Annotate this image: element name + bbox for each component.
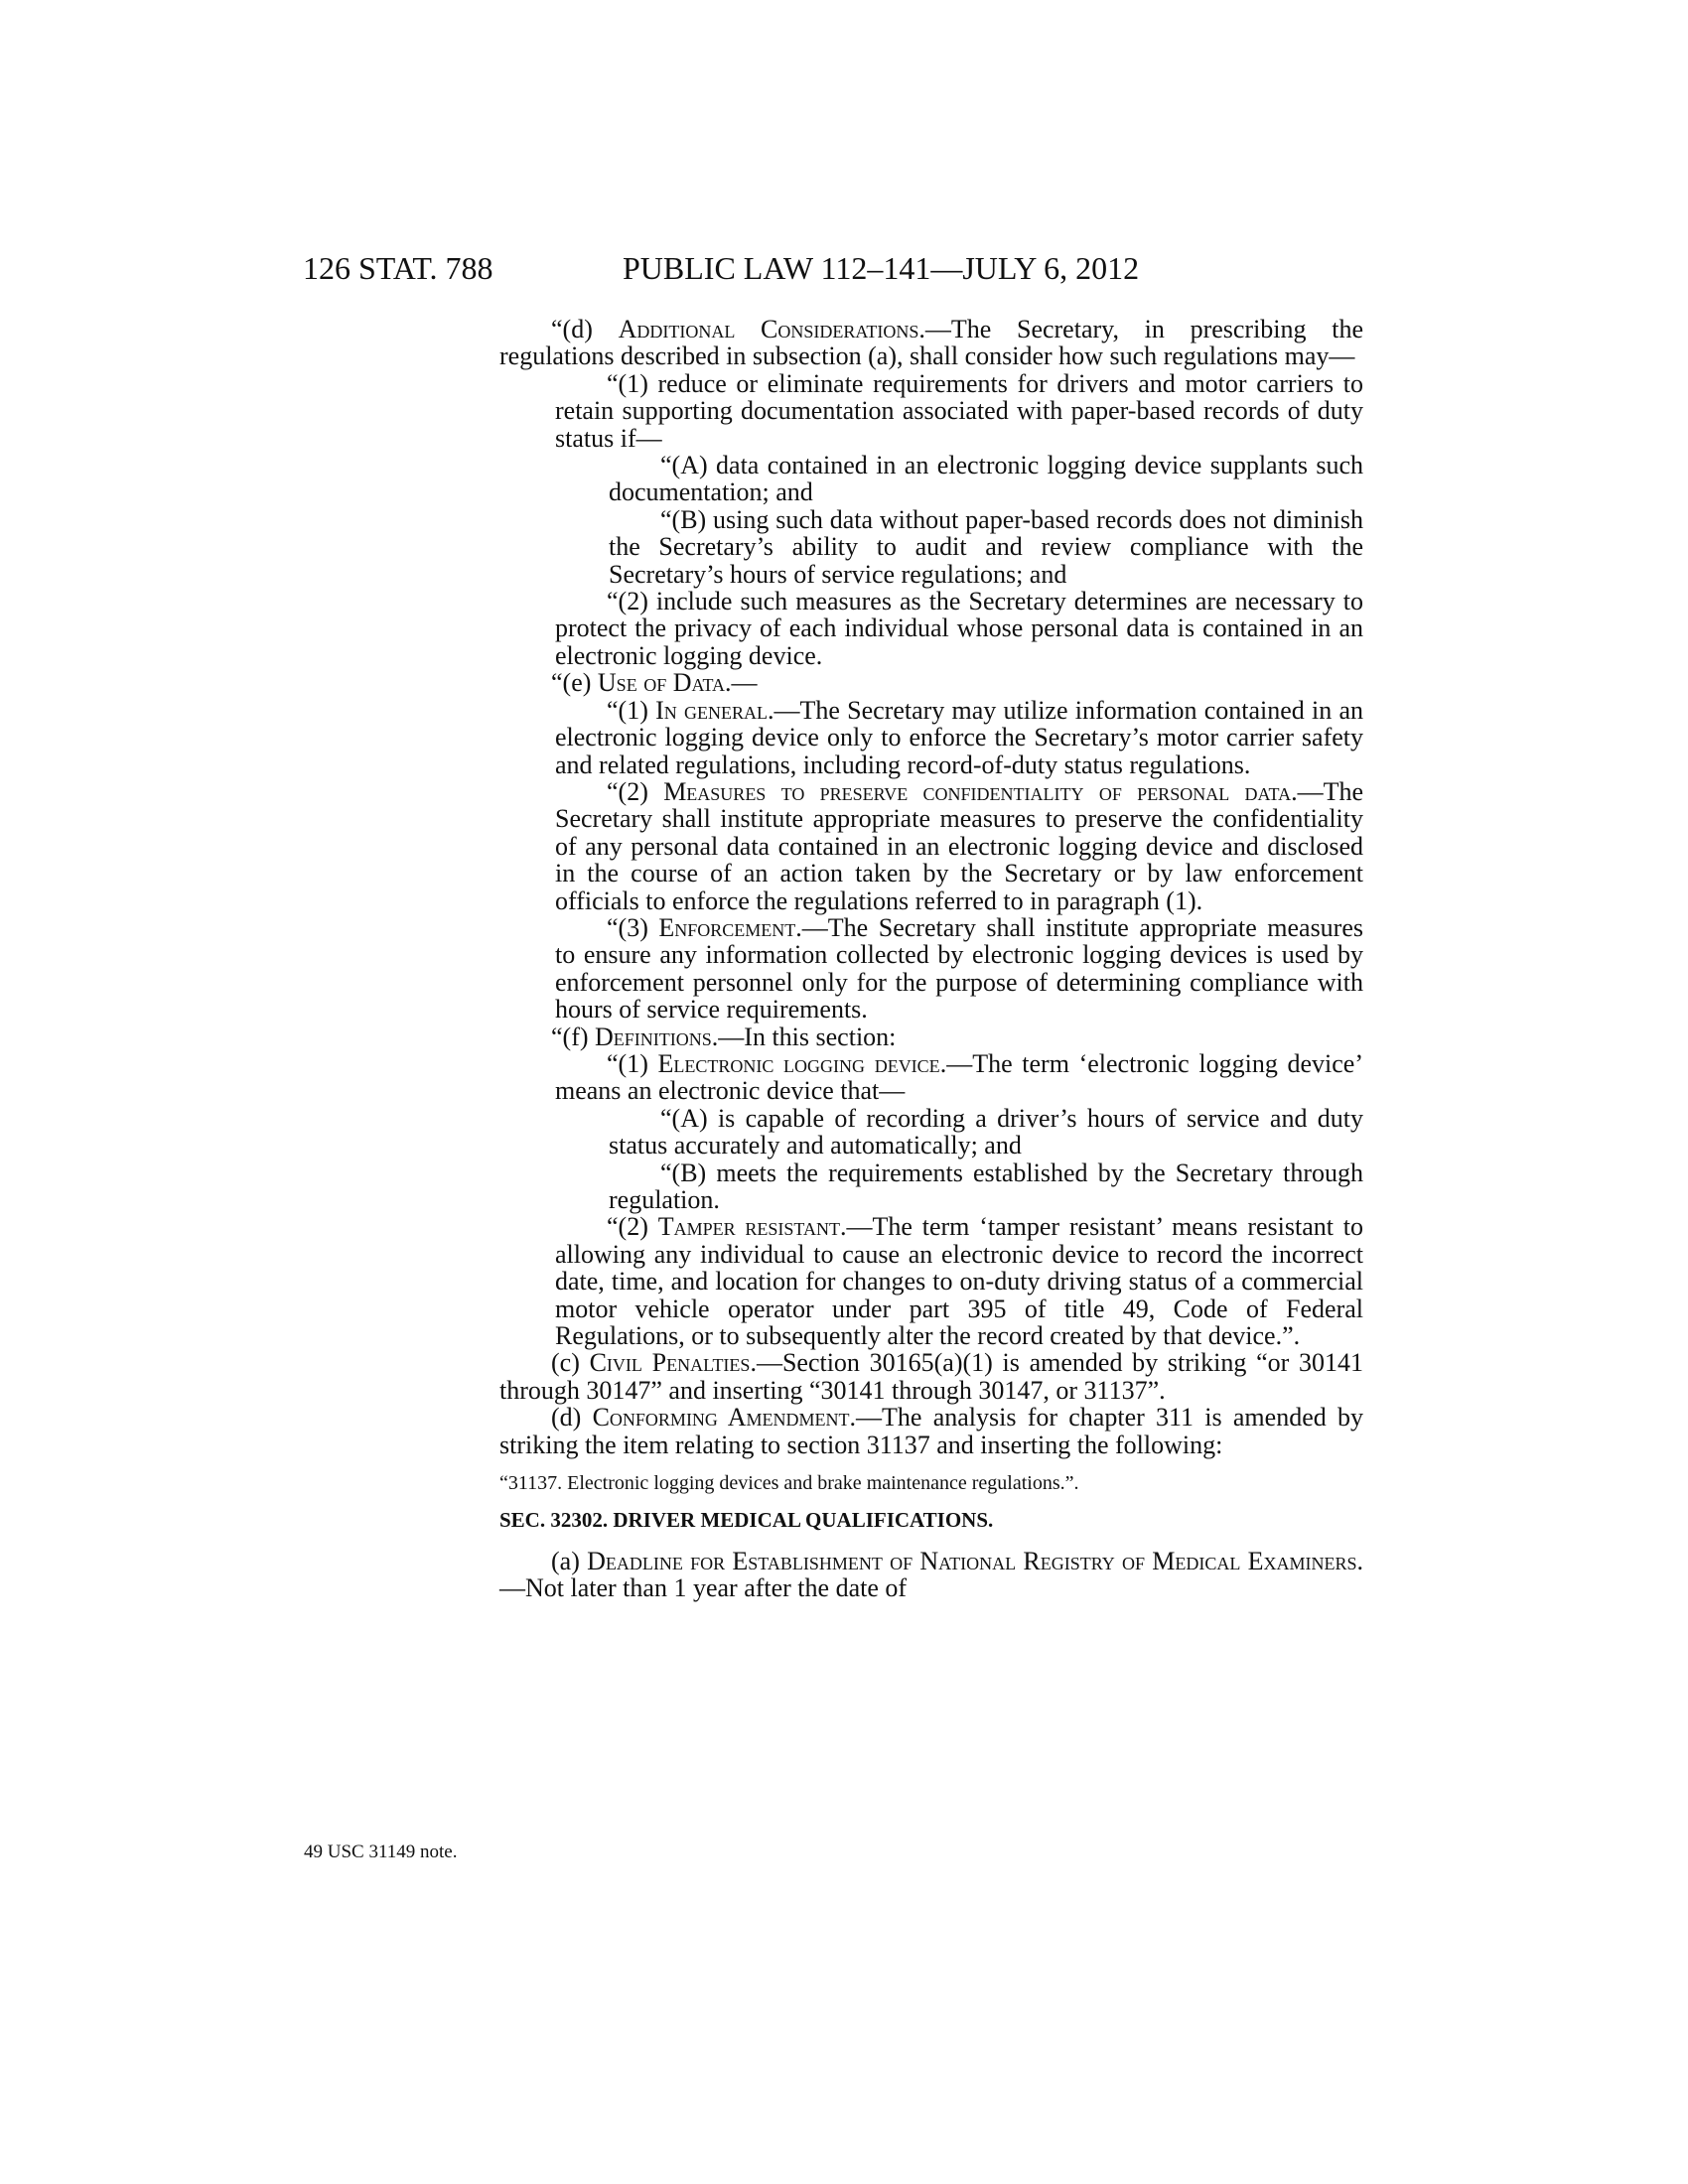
subsection-f (499, 1024, 1363, 1050)
subsection-c-text: .—Section 30165(a)(1) is amended by striking “or 30141 through 30147” and inserting “30141 through 30147, or 31137”. (499, 1348, 1363, 1405)
subsection-a-heading: Deadline for Establishment of National Registry of Medical Examiners (587, 1547, 1357, 1576)
section-heading: SEC. 32302. DRIVER MEDICAL QUALIFICATIONS. (499, 1508, 994, 1533)
margin-note-usc-citation: 49 USC 31149 note. (304, 1842, 458, 1862)
subsection-d (499, 316, 1363, 370)
subsection-a-text: .—Not later than 1 year after the date of (499, 1547, 1364, 1603)
subsection-f-paragraph-1 (499, 1050, 1363, 1105)
subsection-e-p1-open: “(1) (607, 695, 656, 725)
subsection-d-conforming-amendment (499, 1404, 1363, 1458)
subsection-a-open: (a) (551, 1547, 588, 1576)
subsection-d-subparagraph-b: “(B) using such data without paper-based records does not diminish the Secretary’s ability to audit and review compliance with the Secretary’s hours of service regulations; and (609, 504, 1363, 589)
subsection-e-paragraph-3 (499, 914, 1363, 1024)
subsection-e-paragraph-1 (499, 697, 1363, 778)
subsection-e-heading: Use of Data (597, 668, 726, 698)
subsection-e-p3-open: “(3) (607, 912, 659, 942)
subsection-f-p2-heading: Tamper resistant (657, 1212, 840, 1242)
subsection-d-subparagraph-a: “(A) data contained in an electronic logging device supplants such documentation; and (609, 451, 1363, 507)
subsection-d-paragraph-2: “(2) include such measures as the Secretary determines are necessary to protect the privacy of each individual whose personal data is contained in an electronic logging device. (555, 587, 1363, 670)
subsection-f-subparagraph-a: “(A) is capable of recording a driver’s hours of service and duty status accurately and automatically; and (609, 1103, 1363, 1160)
conforming-open: (d) (551, 1403, 593, 1433)
subsection-e-p3-text: .—The Secretary shall institute appropriate measures to ensure any information collected by electronic logging devices is used by enforcement personnel only for the purpose of determining compliance with hours of service requirements. (555, 912, 1363, 1024)
subsection-c-open: (c) (551, 1348, 590, 1378)
subsection-e (499, 669, 1363, 696)
subsection-e-paragraph-2 (499, 778, 1363, 914)
subsection-c-heading: Civil Penalties (589, 1348, 751, 1378)
subsection-e-p2-open: “(2) (607, 776, 664, 806)
page-header (0, 250, 1688, 290)
subsection-f-p2-open: “(2) (607, 1212, 658, 1242)
subsection-e-p2-text: .—The Secretary shall institute appropriate measures to preserve the confidentiality of any personal data contained in an electronic logging device and disclosed in the course of an action taken by the Secretary or by law enforcement officials to enforce the regulations referred to in paragraph (1). (555, 776, 1363, 915)
table-of-sections-entry: “31137. Electronic logging devices and brake maintenance regulations.”. (499, 1472, 1079, 1495)
subsection-f-p2-text: .—The term ‘tamper resistant’ means resistant to allowing any individual to cause an electronic device to record the incorrect date, time, and location for changes to on-duty driving status of a commercial motor vehicle operator under part 395 of title 49, Code of Federal Regulations, or to subsequently alter the record created by that device.”. (555, 1212, 1364, 1351)
subsection-a-deadline (499, 1548, 1363, 1602)
subsection-d-heading: Additional Considerations (618, 315, 919, 343)
subsection-e-p2-heading: Measures to preserve confidentiality of personal data (663, 776, 1292, 806)
subsection-f-p1-heading: Electronic logging device (657, 1048, 940, 1078)
subsection-f-heading: Definitions (595, 1022, 712, 1051)
subsection-e-p3-heading: Enforcement (658, 912, 796, 942)
page-body (499, 316, 1363, 1602)
subsection-f-p1-open: “(1) (607, 1048, 658, 1078)
conforming-text: .—The analysis for chapter 311 is amended by striking the item relating to section 31137 and inserting the following: (499, 1403, 1363, 1459)
subsection-d-paragraph-1: “(1) reduce or eliminate requirements for drivers and motor carriers to retain supporting documentation associated with paper-based records of duty status if— (555, 368, 1363, 453)
statute-page-number: 126 STAT. 788 (303, 250, 493, 286)
subsection-c-civil-penalties (499, 1349, 1363, 1404)
subsection-d-open: “(d) (551, 315, 619, 343)
subsection-e-p1-text: .—The Secretary may utilize information contained in an electronic logging device only to enforce the Secretary’s motor carrier safety and related regulations, including record-of-duty status regulations. (555, 695, 1364, 779)
public-law-title: PUBLIC LAW 112–141—JULY 6, 2012 (623, 250, 1140, 286)
subsection-e-p1-heading: In general (655, 695, 768, 725)
subsection-f-text: .—In this section: (711, 1022, 897, 1051)
subsection-e-tail: .— (725, 668, 758, 698)
subsection-f-subparagraph-b: “(B) meets the requirements established by the Secretary through regulation. (609, 1158, 1363, 1214)
conforming-heading: Conforming Amendment (592, 1403, 850, 1433)
subsection-f-paragraph-2 (499, 1213, 1363, 1349)
subsection-e-open: “(e) (551, 668, 598, 698)
subsection-f-open: “(f) (551, 1022, 596, 1051)
subsection-d-text: .—The Secretary, in prescribing the regulations described in subsection (a), shall consider how such regulations may— (499, 315, 1363, 371)
subsection-f-p1-text: .—The term ‘electronic logging device’ means an electronic device that— (555, 1048, 1363, 1106)
